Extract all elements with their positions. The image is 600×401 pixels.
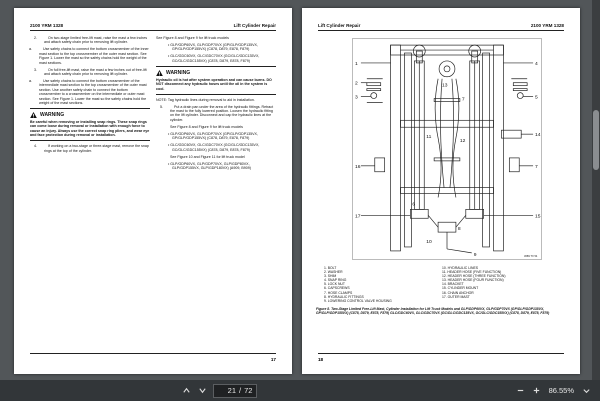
warning-triangle-icon	[30, 112, 37, 118]
legend-left	[324, 266, 439, 303]
legend-item: 17. OUTER MAST	[442, 294, 470, 299]
step-3a: a. Use safety chains to connect the bottom crossmember of the intermediate mast section to the top crossmember of the outer mast section. Use another safety chain to connect the bottom crossmember to a crossmember on the intermediate or outer mast section. See Figure 1. Lower the mast so the safety chains hold the weight of the mast sections.	[29, 79, 147, 106]
warning-rule	[30, 108, 150, 109]
mast-cylinder-exploded-diagram	[352, 38, 542, 260]
left-column-1	[30, 36, 150, 156]
warning-heading: WARNING	[30, 112, 150, 118]
legend-item: 6. CAPSCREWS	[324, 286, 350, 291]
zoom-in-button[interactable]	[529, 383, 545, 399]
header-rule	[318, 30, 564, 31]
callout-label: 13	[442, 83, 448, 89]
zoom-level[interactable]: 86.55%	[548, 386, 574, 395]
page-down-button[interactable]	[194, 383, 210, 399]
model-intro: See Figure 8 and Figure 9 for lift truck models	[156, 36, 229, 40]
legend-item: 9. LOWERING CONTROL VALVE HOUSING	[324, 298, 392, 303]
page-header-left: Lift Cylinder Repair	[318, 23, 361, 28]
warning-text: Be careful when removing or installing snap rings. These snap rings can come loose during removal or installation with enough force to cause an injury. Always use the correct snap ring pliers, and wear eye and face protection during removal or installation.	[30, 120, 150, 138]
page-down-icon	[198, 386, 207, 395]
legend-item: 7. HOSE CLAMPS	[324, 290, 353, 295]
warning-rule-bottom	[30, 140, 150, 141]
callout-label: 9	[473, 252, 477, 258]
current-page-input[interactable]: 21	[227, 386, 236, 395]
callout-label: 10	[426, 240, 432, 245]
callout-label: 1	[354, 61, 358, 67]
total-pages: 72	[244, 386, 253, 395]
legend-item: 1. BOLT	[324, 266, 337, 270]
step-4: 4. If working on a two-stage or three-stage mast, remove the snap rings at the top of the cylinder.	[34, 144, 149, 153]
pdf-toolbar	[0, 380, 600, 401]
model-bullet-3: • GLP/GDP60VX, GLP/GDP70VX (GP/GLP/GDP135VX, GP/GLP/GDP155VX) (C878, D879, E878, F879)	[168, 131, 258, 141]
step-2: 2. On two-stage limited free-lift mast, raise the mast a few inches and attach safety chain prior to removing lift cylinder.	[34, 36, 148, 45]
callout-label: 3	[354, 95, 358, 101]
page-up-icon	[182, 386, 191, 395]
callout-label: 12	[459, 139, 466, 145]
callout-label: 16	[354, 164, 361, 170]
legend-item: 8. HYDRAULIC FITTINGS	[324, 294, 364, 299]
step-3: 3. On full free-lift mast, raise the mast a few inches out of free-lift and attach safety chain prior to removing lift cylinder.	[34, 67, 147, 77]
callout-label: 5	[535, 95, 538, 101]
vertical-scrollbar[interactable]	[592, 0, 600, 380]
model-intro-2: See Figure 8 and Figure 9 for lift truck models	[170, 124, 243, 129]
scrollbar-thumb[interactable]	[593, 110, 599, 170]
warning-rule-2	[156, 66, 276, 67]
page-header-left: 2100 YRM 1328	[30, 23, 64, 28]
warning-heading-2: WARNING	[156, 70, 276, 76]
legend-item: 14. BRACKET	[442, 282, 464, 287]
legend-item: 5. LOCK NUT	[324, 282, 345, 287]
legend-item: 13. HEADER HOSE (FOUR FUNCTION)	[442, 278, 504, 283]
model-intro-3: See Figure 10 and Figure 11 for lift truck model	[170, 154, 245, 159]
warning-triangle-icon	[156, 70, 163, 76]
callout-label: 4	[535, 61, 538, 67]
callout-label: 14	[535, 133, 541, 139]
legend-item: 15. CYLINDER MOUNT	[442, 286, 479, 291]
legend-item: 12. HEADER HOSE (THREE FUNCTION)	[442, 274, 506, 279]
page-indicator[interactable]	[213, 384, 257, 398]
footer-rule	[318, 353, 564, 354]
callout-label: 7	[535, 164, 538, 170]
model-bullet-4: • GLC/GDC60VX, GLC/GDC70VX (GC/GLC/GDC135VX, GC/GLC/GDC155VX) (C878, D879, E878, F879)	[168, 143, 260, 152]
header-rule	[30, 30, 276, 31]
callout-label: 8	[457, 227, 461, 233]
callout-label: 6	[412, 202, 416, 208]
page-number: 18	[318, 357, 324, 362]
callout-label: 15	[535, 214, 541, 220]
callout-label: 7	[461, 97, 465, 103]
legend-item: 16. CHAIN ANCHOR	[442, 290, 474, 295]
legend-item: 3. SHIM	[324, 274, 337, 279]
more-options-button[interactable]	[578, 383, 594, 399]
warning-text-2: Hydraulic oil is hot after system operation and can cause burns. DO NOT disconnect any hydraulic hoses until the oil in the system is cool.	[156, 77, 272, 91]
page-17	[14, 8, 292, 374]
footer-rule	[30, 353, 276, 354]
zoom-in-icon	[532, 386, 541, 395]
note: NOTE: Tag hydraulic lines during removal to aid in installation.	[156, 97, 255, 102]
page-18	[302, 8, 580, 374]
warning-rule-2-bottom	[156, 94, 276, 95]
page-number: 17	[270, 357, 276, 362]
zoom-out-icon	[516, 386, 525, 395]
step-5: 5. Put a drain pan under the area of the hydraulic fittings. Retract the mast to the fully lowered position. Loosen the hydraulic fitting on the lift cylinder. Disconnect and cap the hydraulic lines at the cylinder.	[160, 104, 274, 122]
model-bullet-1: • GLP/GDP60VX, GLP/GDP70VX (GP/GLP/GDP135VX, GP/GLP/GDP155VX) (C878, D879, E878, F879)	[168, 43, 258, 52]
left-column-2	[156, 36, 276, 173]
page-separator: /	[239, 386, 242, 395]
page-header-right: 2100 YRM 1328	[530, 23, 564, 28]
page-up-button[interactable]	[178, 383, 194, 399]
legend-right	[442, 266, 562, 299]
figure-caption: Figure 8. Two-Stage Limited Free-Lift Mast, Cylinder Installation for Lift Truck Models and GLP/GDP60VX, GLP/GDP70VX (GP/GLP/GDP135VX, GP/GLP/GDP155VX) (C878, D879, E878, F879) GLC/GDC60VX, GLC/GDC70VX (GC/GLC/GDC135VX, GC/GLC/GDC155VX) (C878, D879, E878, F879)	[316, 307, 550, 316]
legend-item: 10. HYDRAULIC LINES	[442, 266, 478, 270]
model-bullet-5: • GLP/GDP60VX, GLP/GDP70VX, GLP/GDP80VX, GLP/GDP155VX, GLP/GDP180VX) (A909, B909)	[168, 161, 251, 171]
art-number: 3689 TX 54	[524, 255, 538, 258]
callout-label: 17	[354, 214, 361, 220]
model-bullet-2: • GLC/GDC60VX, GLC/GDC70VX (GC/GLC/GDC135VX, GC/GLC/GDC155VX) (C878, D879, E878, F879)	[168, 54, 260, 63]
legend-item: 2. WASHER	[324, 270, 343, 275]
step-2a: a. Use safety chains to connect the bottom crossmember of the inner mast section to the top crossmember of the outer mast section. See Figure 1. Lower the mast so the safety chains hold the weight of the mast sections.	[29, 47, 149, 65]
legend-item: 11. HEADER HOSE (FIVE FUNCTION)	[442, 270, 502, 275]
more-icon	[582, 386, 591, 395]
callout-label: 11	[426, 135, 432, 141]
callout-label: 2	[354, 81, 358, 87]
zoom-out-button[interactable]	[513, 383, 529, 399]
legend-item: 4. SNAP RING	[324, 278, 347, 283]
page-header-right: Lift Cylinder Repair	[233, 23, 276, 28]
